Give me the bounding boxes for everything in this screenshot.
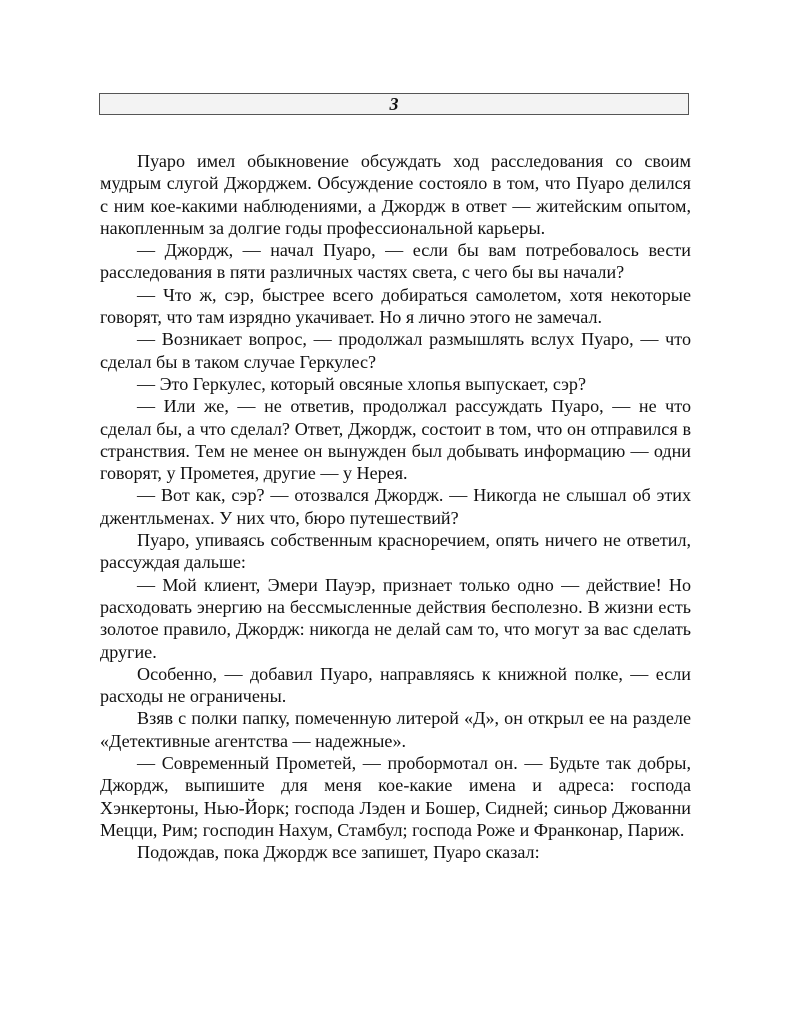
paragraph: Подождав, пока Джордж все запишет, Пуаро сказал:: [137, 842, 540, 863]
chapter-body: [100, 150, 691, 864]
paragraph: — Мой клиент, Эмери Пауэр, признает только одно — действие! Но расходовать энергию на бессмысленные действия бесполезно. В жизни есть золотое правило, Джордж: никогда не делай сам то, что могут за вас сделать другие.: [100, 574, 691, 662]
paragraph: Взяв с полки папку, помеченную литерой «Д», он открыл ее на разделе «Детективные агентства — надежные».: [100, 708, 691, 751]
paragraph: — Современный Прометей, — пробормотал он. — Будьте так добры, Джордж, выпишите для меня кое-какие имена и адреса: господа Хэнкертоны, Нью-Йорк; господа Лэден и Бошер, Сидней; синьор Джованни Мецци, Рим; господин Нахум, Стамбул; господа Роже и Франконар, Париж.: [100, 753, 691, 840]
paragraph: — Это Геркулес, который овсяные хлопья выпускает, сэр?: [137, 373, 587, 394]
paragraph: — Или же, — не ответив, продолжал рассуждать Пуаро, — не что сделал бы, а что сделал? Ответ, Джордж, состоит в том, что он отправился в странствия. Тем не менее он вынужден был добывать информацию — одни говорят, у Прометея, другие — у Нерея.: [100, 396, 691, 484]
chapter-heading: [99, 93, 689, 115]
paragraph: — Вот как, сэр? — отозвался Джордж. — Никогда не слышал об этих джентльменах. У них что, бюро путешествий?: [100, 485, 691, 528]
paragraph: — Возникает вопрос, — продолжал размышлять вслух Пуаро, — что сделал бы в таком случае Геркулес?: [100, 329, 691, 372]
paragraph: Особенно, — добавил Пуаро, направляясь к книжной полке, — если расходы не ограничены.: [100, 663, 691, 707]
chapter-number: 3: [389, 93, 399, 114]
paragraph: — Что ж, сэр, быстрее всего добираться самолетом, хотя некоторые говорят, что там изрядно укачивает. Но я лично этого не замечал.: [100, 284, 691, 328]
paragraph: Пуаро имел обыкновение обсуждать ход расследования со своим мудрым слугой Джорджем. Обсуждение состояло в том, что Пуаро делился с ним кое-какими наблюдениями, а Джордж в ответ — житейским опытом, накопленным за долгие годы профессиональной карьеры.: [100, 151, 691, 238]
paragraph: Пуаро, упиваясь собственным красноречием, опять ничего не ответил, рассуждая дальше:: [100, 530, 691, 573]
paragraph: — Джордж, — начал Пуаро, — если бы вам потребовалось вести расследования в пяти различных частях света, с чего бы вы начали?: [100, 240, 691, 283]
